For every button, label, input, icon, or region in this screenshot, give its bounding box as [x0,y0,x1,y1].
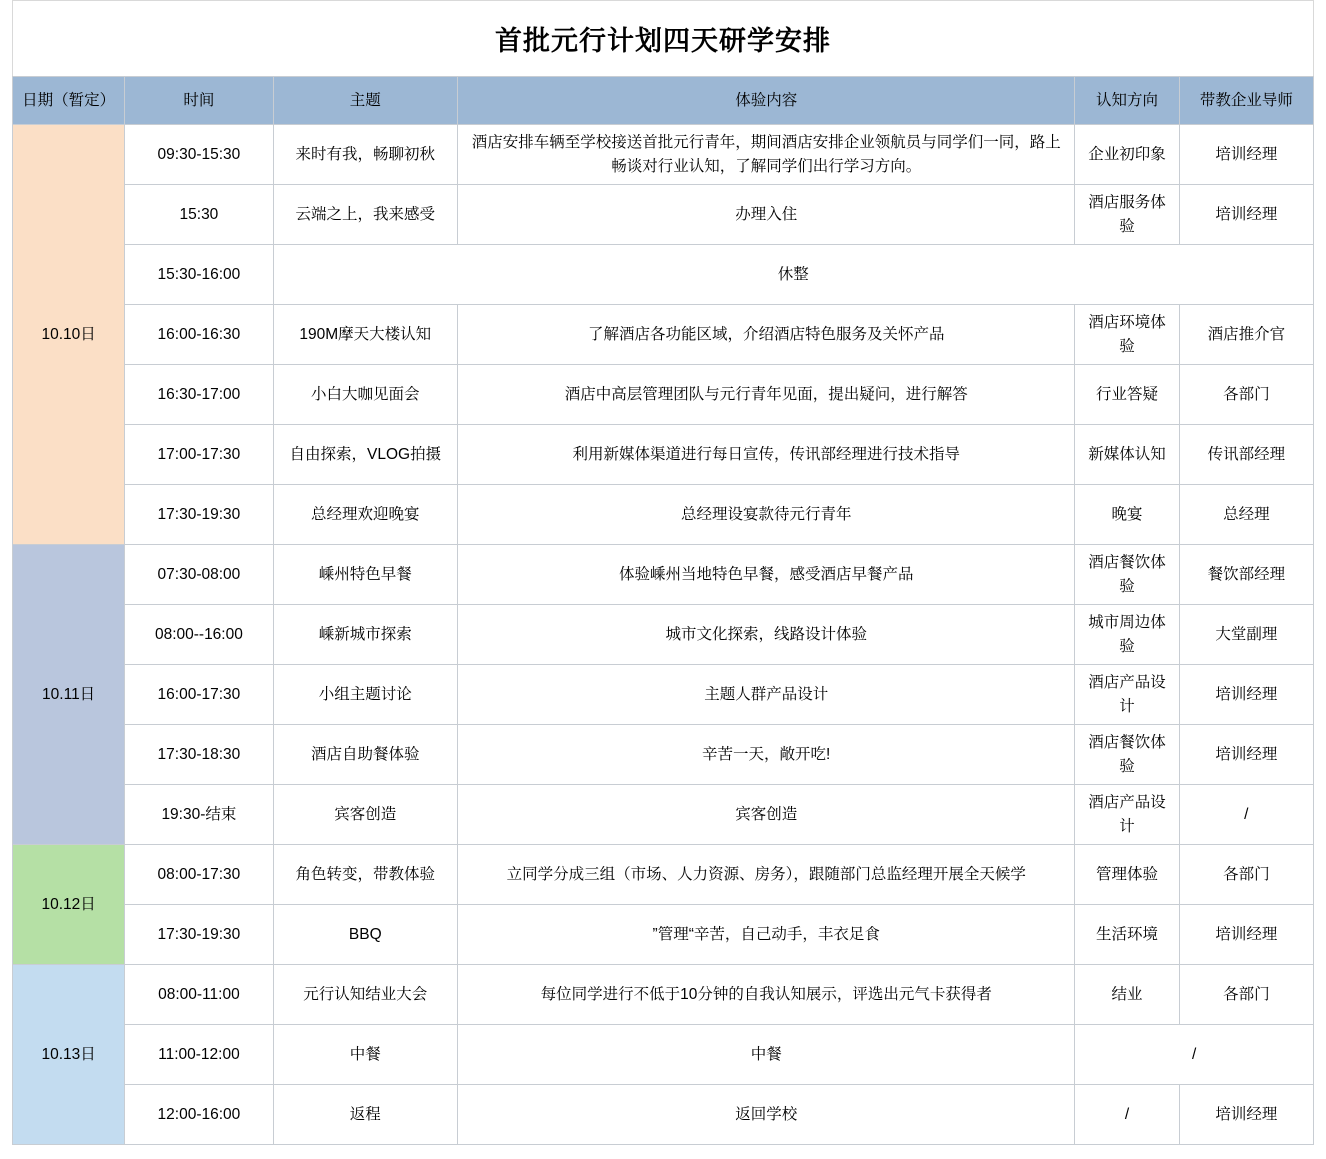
topic-cell: 自由探索，VLOG拍摄 [273,425,457,485]
mentor-cell: 各部门 [1179,965,1313,1025]
table-row [13,785,1314,845]
content-cell: 总经理设宴款待元行青年 [458,485,1075,545]
mentor-cell: 培训经理 [1179,125,1313,185]
table-row [13,245,1314,305]
content-cell: 每位同学进行不低于10分钟的自我认知展示，评选出元气卡获得者 [458,965,1075,1025]
time-cell: 09:30-15:30 [125,125,273,185]
topic-cell: 酒店自助餐体验 [273,725,457,785]
direction-cell: 酒店餐饮体验 [1075,545,1179,605]
direction-cell: 酒店服务体验 [1075,185,1179,245]
table-row [13,485,1314,545]
content-cell-merged: 休整 [273,245,1313,305]
column-header-topic: 主题 [273,77,457,125]
mentor-cell: 各部门 [1179,845,1313,905]
content-cell: 了解酒店各功能区域，介绍酒店特色服务及关怀产品 [458,305,1075,365]
direction-cell-merged: / [1075,1025,1314,1085]
table-row [13,845,1314,905]
topic-cell: 嵊州特色早餐 [273,545,457,605]
topic-cell: 中餐 [273,1025,457,1085]
content-cell: ”管理“辛苦，自己动手，丰衣足食 [458,905,1075,965]
time-cell: 17:30-19:30 [125,905,273,965]
column-header-direction: 认知方向 [1075,77,1179,125]
header-row [13,77,1314,125]
table-row [13,1085,1314,1145]
table-row [13,665,1314,725]
time-cell: 11:00-12:00 [125,1025,273,1085]
column-header-date: 日期（暂定） [13,77,125,125]
time-cell: 07:30-08:00 [125,545,273,605]
page-title: 首批元行计划四天研学安排 [495,26,831,56]
topic-cell: BBQ [273,905,457,965]
time-cell: 16:30-17:00 [125,365,273,425]
topic-cell: 嵊新城市探索 [273,605,457,665]
direction-cell: 城市周边体验 [1075,605,1179,665]
time-cell: 17:00-17:30 [125,425,273,485]
content-cell: 酒店中高层管理团队与元行青年见面，提出疑问，进行解答 [458,365,1075,425]
time-cell: 15:30-16:00 [125,245,273,305]
direction-cell: 酒店产品设计 [1075,785,1179,845]
content-cell: 返回学校 [458,1085,1075,1145]
mentor-cell: 总经理 [1179,485,1313,545]
date-cell-day4: 10.13日 [13,965,125,1145]
table-row [13,1025,1314,1085]
content-cell: 立同学分成三组（市场、人力资源、房务），跟随部门总监经理开展全天候学 [458,845,1075,905]
direction-cell: 晚宴 [1075,485,1179,545]
date-cell-day2: 10.11日 [13,545,125,845]
mentor-cell: 培训经理 [1179,185,1313,245]
topic-cell: 190M摩天大楼认知 [273,305,457,365]
direction-cell: 行业答疑 [1075,365,1179,425]
time-cell: 17:30-18:30 [125,725,273,785]
table-row [13,125,1314,185]
column-header-time: 时间 [125,77,273,125]
time-cell: 08:00-11:00 [125,965,273,1025]
schedule-table [12,76,1314,1145]
table-body [13,125,1314,1145]
content-cell: 酒店安排车辆至学校接送首批元行青年，期间酒店安排企业领航员与同学们一同，路上畅谈对行业认知，了解同学们出行学习方向。 [458,125,1075,185]
topic-cell: 云端之上，我来感受 [273,185,457,245]
column-header-mentor: 带教企业导师 [1179,77,1313,125]
mentor-cell: 培训经理 [1179,1085,1313,1145]
mentor-cell: / [1179,785,1313,845]
direction-cell: 酒店餐饮体验 [1075,725,1179,785]
content-cell: 城市文化探索，线路设计体验 [458,605,1075,665]
table-header [13,77,1314,125]
mentor-cell: 培训经理 [1179,665,1313,725]
table-row [13,425,1314,485]
direction-cell: 酒店环境体验 [1075,305,1179,365]
content-cell: 辛苦一天，敞开吃! [458,725,1075,785]
content-cell: 中餐 [458,1025,1075,1085]
content-cell: 体验嵊州当地特色早餐，感受酒店早餐产品 [458,545,1075,605]
time-cell: 19:30-结束 [125,785,273,845]
content-cell: 办理入住 [458,185,1075,245]
table-row [13,725,1314,785]
mentor-cell: 各部门 [1179,365,1313,425]
table-row [13,965,1314,1025]
table-row [13,545,1314,605]
topic-cell: 返程 [273,1085,457,1145]
time-cell: 17:30-19:30 [125,485,273,545]
direction-cell: / [1075,1085,1179,1145]
table-row [13,185,1314,245]
content-cell: 利用新媒体渠道进行每日宣传，传讯部经理进行技术指导 [458,425,1075,485]
time-cell: 16:00-16:30 [125,305,273,365]
column-header-content: 体验内容 [458,77,1075,125]
topic-cell: 小白大咖见面会 [273,365,457,425]
time-cell: 16:00-17:30 [125,665,273,725]
mentor-cell: 餐饮部经理 [1179,545,1313,605]
table-row [13,605,1314,665]
topic-cell: 角色转变，带教体验 [273,845,457,905]
topic-cell: 小组主题讨论 [273,665,457,725]
time-cell: 15:30 [125,185,273,245]
content-cell: 宾客创造 [458,785,1075,845]
content-cell: 主题人群产品设计 [458,665,1075,725]
document-title-bar [12,0,1314,76]
mentor-cell: 酒店推介官 [1179,305,1313,365]
topic-cell: 宾客创造 [273,785,457,845]
time-cell: 08:00--16:00 [125,605,273,665]
mentor-cell: 大堂副理 [1179,605,1313,665]
mentor-cell: 传讯部经理 [1179,425,1313,485]
direction-cell: 管理体验 [1075,845,1179,905]
time-cell: 08:00-17:30 [125,845,273,905]
date-cell-day1: 10.10日 [13,125,125,545]
table-row [13,305,1314,365]
direction-cell: 结业 [1075,965,1179,1025]
direction-cell: 生活环境 [1075,905,1179,965]
date-cell-day3: 10.12日 [13,845,125,965]
direction-cell: 酒店产品设计 [1075,665,1179,725]
time-cell: 12:00-16:00 [125,1085,273,1145]
table-row [13,905,1314,965]
topic-cell: 总经理欢迎晚宴 [273,485,457,545]
direction-cell: 新媒体认知 [1075,425,1179,485]
table-row [13,365,1314,425]
mentor-cell: 培训经理 [1179,725,1313,785]
topic-cell: 来时有我，畅聊初秋 [273,125,457,185]
mentor-cell: 培训经理 [1179,905,1313,965]
direction-cell: 企业初印象 [1075,125,1179,185]
topic-cell: 元行认知结业大会 [273,965,457,1025]
